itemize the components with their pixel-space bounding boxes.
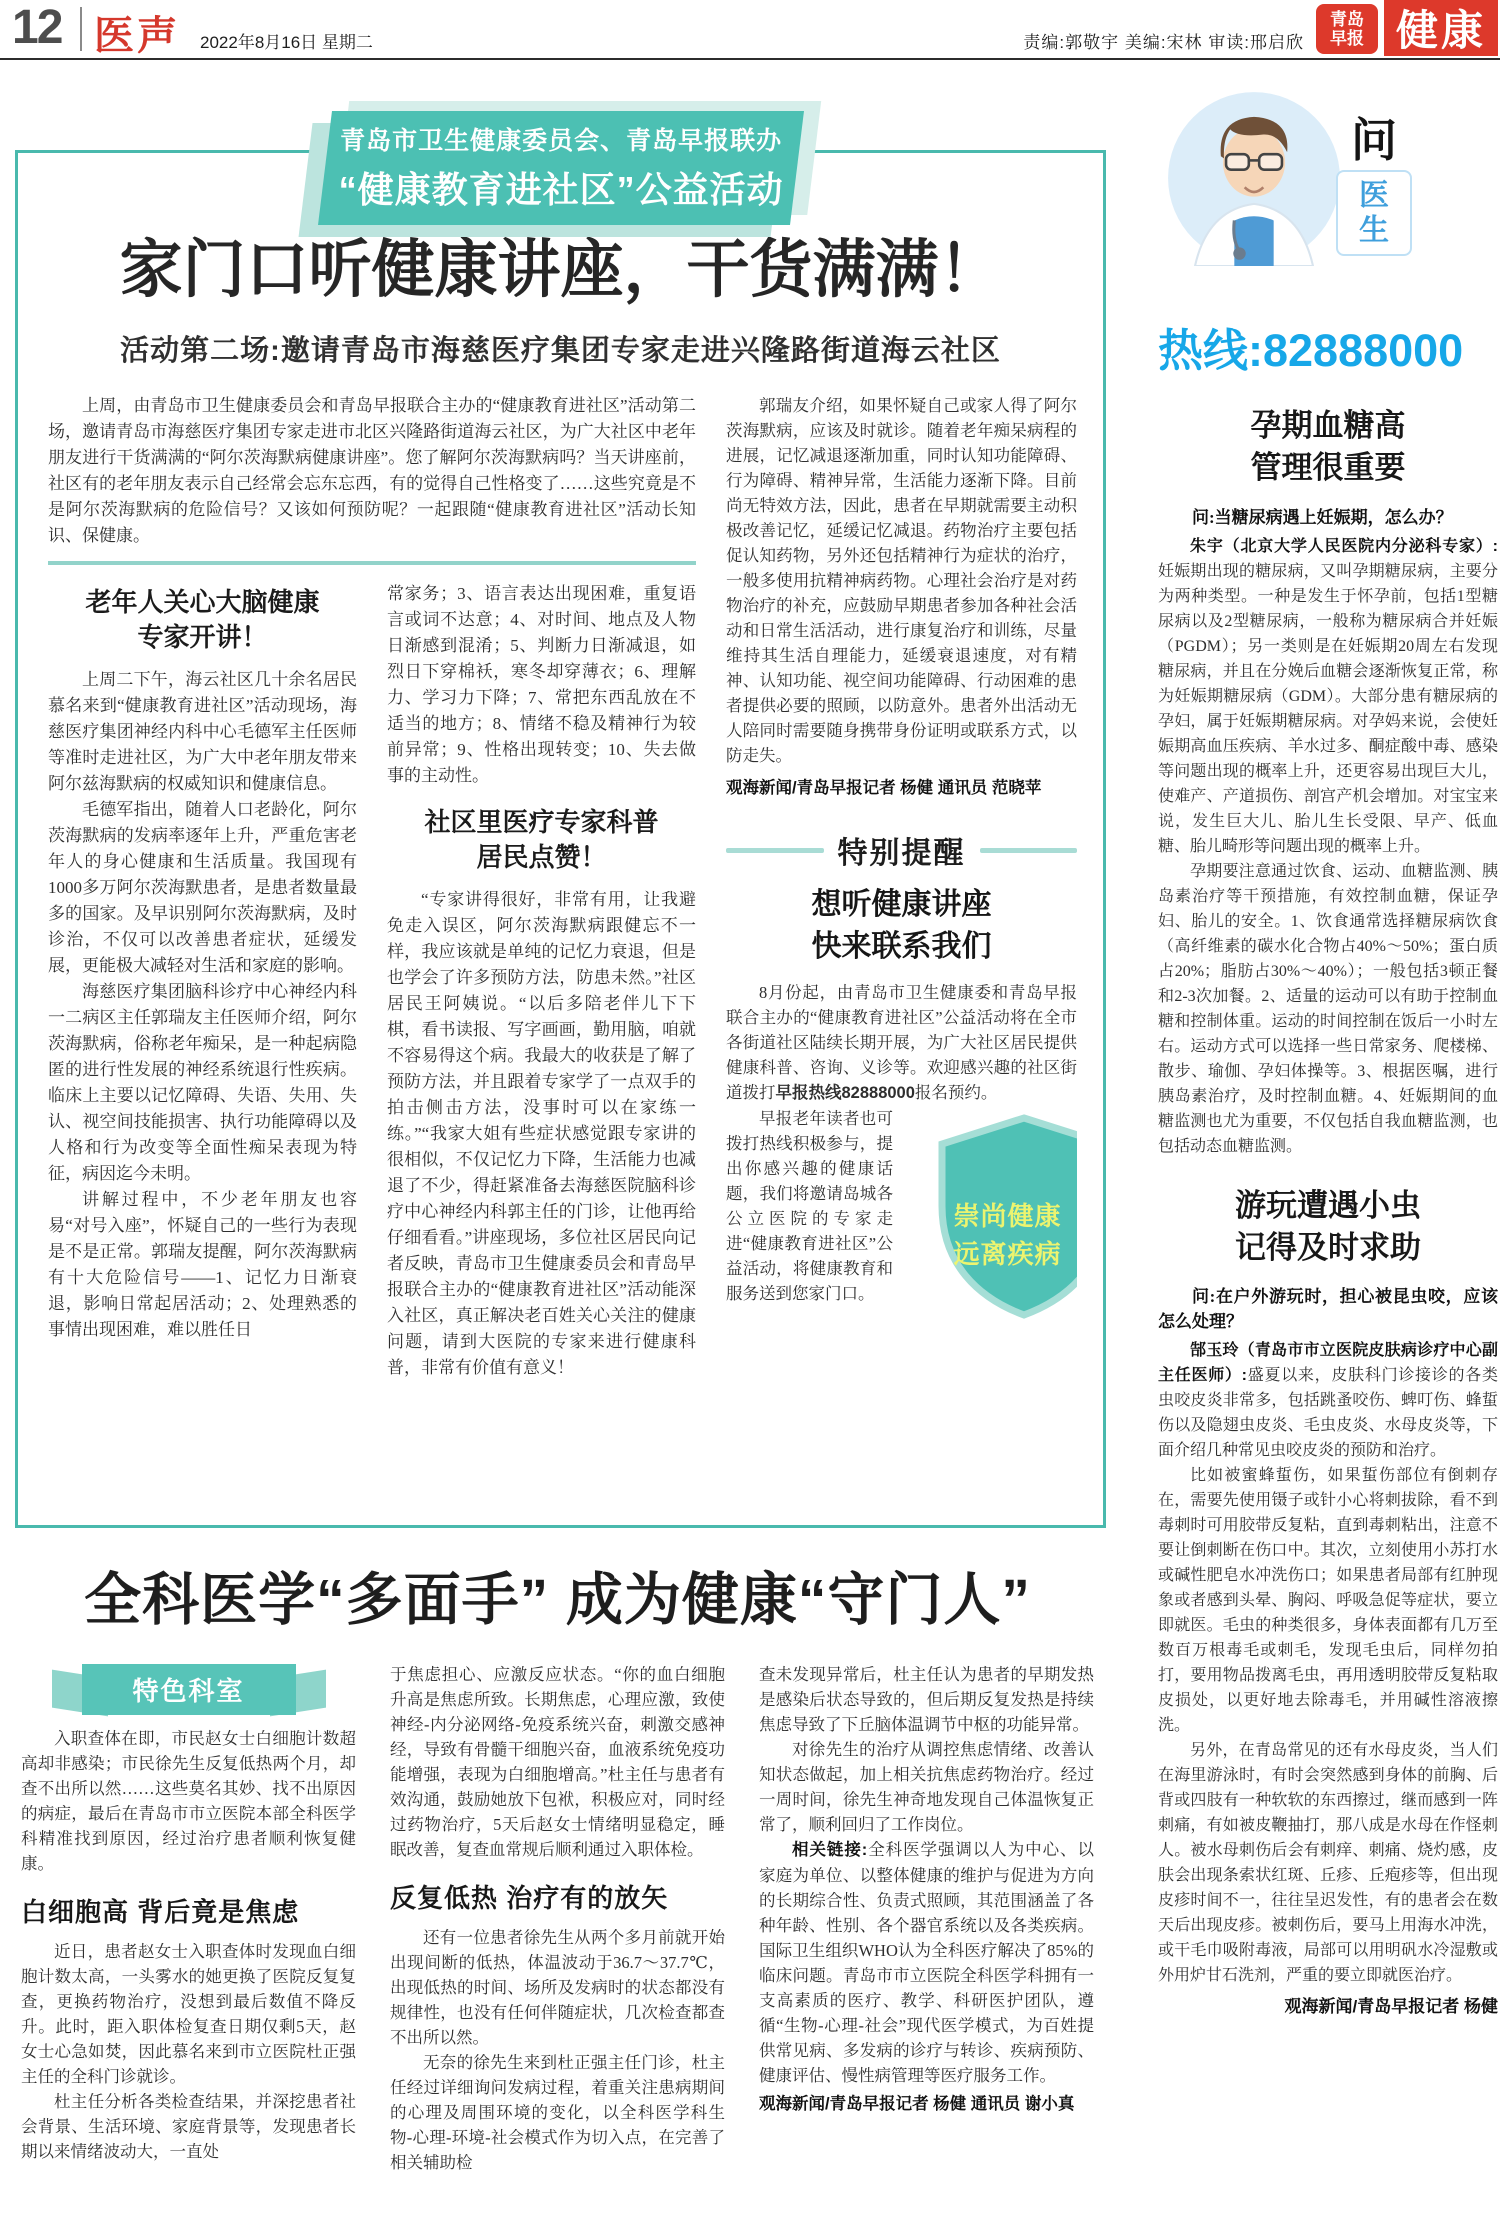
campaign-banner	[318, 111, 804, 225]
body-paragraph: 常家务；3、语言表达出现困难，重复语言或词不达意；4、对时间、地点及人物日渐感到混淆；5、判断力日渐减退，如烈日下穿棉袄，寒冬却穿薄衣；6、理解力、学习力下降；7、常把东西乱放在不适当的地方；8、情绪不稳及精神行为较前异常；9、性格出现转变；10、失去做事的主动性。	[387, 584, 696, 785]
answer-paragraph: 另外，在青岛常见的还有水母皮炎，当人们在海里游泳时，有时会突然感到身体的前胸、后背或四肢有一种软软的东西擦过，继而感到一阵刺痛，有如被皮鞭抽打，那八成是水母在作怪刺人。被水母刺伤后会有刺痒、刺痛、烧灼感，皮肤会出现条索状红斑、丘疹、丘疱疹等，但出现皮疹时间不一，往往呈迟发性，有的患者会在数天后出现皮疹。被刺伤后，要马上用海水冲洗，或干毛巾吸附毒液，局部可以用明矾水冷湿敷或外用炉甘石洗剂，严重的要立即就医治疗。	[1158, 1742, 1498, 1985]
article-byline: 观海新闻/青岛早报记者 杨健 通讯员 谢小真	[759, 2095, 1075, 2113]
main-column-1	[48, 581, 357, 1443]
section-1-title: 老年人关心大脑健康 专家开讲！	[85, 587, 320, 653]
qingdao-morning-post-logo: 青岛 早报	[1316, 4, 1378, 54]
ask-label: 问	[1351, 114, 1397, 166]
dash-right	[980, 848, 1078, 853]
body-paragraph: 郭瑞友介绍，如果怀疑自己或家人得了阿尔茨海默病，应该及时就诊。随着老年痴呆病程的进展，记忆减退逐渐加重，同时认知功能障碍、行为障碍、精神异常，生活能力逐渐下降。目前尚无特效方法，因此，患者在早期就需要主动积极改善记忆，延缓记忆减退。药物治疗主要包括促认知药物，另外还包括精神行为症状的治疗，一般多使用抗精神病药物。心理社会治疗是对药物治疗的补充，应鼓励早期患者参加各种社会活动和日常生活活动，进行康复治疗和训练，尽量维持其生活自理能力，延缓衰退速度，对有精神、认知功能、视空间功能障碍、行动困难的患者提供必要的照顾，以防意外。患者外出活动无人陪同时需要随身携带身份证明或联系方式，以防走失。	[726, 396, 1077, 765]
answer-paragraph: 郜玉玲（青岛市市立医院皮肤病诊疗中心副主任医师）:盛夏以来，皮肤科门诊接诊的各类虫咬皮炎非常多，包括跳蚤咬伤、蜱叮伤、蜂蜇伤以及隐翅虫皮炎、毛虫皮炎、水母皮炎等，下面介绍几种常见虫咬皮炎的预防和治疗。	[1158, 1342, 1498, 1460]
teal-divider	[48, 561, 696, 565]
notice-title: 想听健康讲座 快来联系我们	[811, 888, 992, 963]
header-divider	[80, 7, 82, 51]
sidebar-article-1-title: 孕期血糖高 管理很重要	[1250, 408, 1406, 485]
hotline-number: 热线:82888000	[1158, 325, 1464, 376]
body-paragraph: 无奈的徐先生来到杜正强主任门诊，杜主任经过详细询问发病过程，着重关注患病期间的心理及周围环境的变化，以全科医学科生物-心理-环境-社会模式作为切入点，在完善了相关辅助检	[390, 2053, 725, 2172]
banner-campaign-name: “健康教育进社区”公益活动	[338, 169, 784, 210]
main-left-region	[48, 393, 696, 1511]
main-subhead: 活动第二场:邀请青岛市海慈医疗集团专家走进兴隆路街道海云社区	[120, 335, 1001, 367]
sidebar-article-2-title: 游玩遭遇小虫 记得及时求助	[1235, 1187, 1421, 1265]
special-notice-label: 特别提醒	[837, 837, 966, 870]
health-shield-badge	[905, 1114, 1077, 1319]
main-article-box	[15, 127, 1106, 1528]
expert-name: 朱宇（北京大学人民医院内分泌科专家）:	[1190, 537, 1498, 555]
ask-doctor-sidebar	[1158, 86, 1498, 2234]
answer-paragraph: 比如被蜜蜂蜇伤，如果蜇伤部位有倒刺存在，需要先使用镊子或针小心将刺拔除，看不到毒刺时可用胶带反复粘，直到毒刺粘出，注意不要让倒刺断在伤口中。其次，立刻使用小苏打水或碱性肥皂水冲洗伤口；如果患者局部有红肿现象或者感到头晕、胸闷、呼吸急促等症状，要立即就医。毛虫的种类很多，身体表面都有几万至数百万根毒毛或刺毛，发现毛虫后，同样勿拍打，要用物品拨离毛虫，再用透明胶带反复粘取皮损处，以更好地去除毒毛，并用碱性溶液擦洗。	[1158, 1467, 1498, 1735]
body-paragraph: 还有一位患者徐先生从两个多月前就开始出现间断的低热，体温波动于36.7～37.7℃，出现低热的时间、场所及发病时的状态都没有规律性，也没有任何伴随症状，几次检查都查不出所以然。	[390, 1928, 725, 2047]
related-link-label: 相关链接:	[792, 1841, 868, 1859]
body-paragraph: 于焦虑担心、应激反应状态。“你的血白细胞升高是焦虑所致。长期焦虑，心理应激，致使神经-内分泌网络-免疫系统兴奋，刺激交感神经，导致有骨髓干细胞兴奋，血液系统免疫功能增强，表现为白细胞增高。”杜主任与患者有效沟通，鼓励她放下包袱，积极应对，同时经过药物治疗，5天后赵女士情绪明显稳定，睡眠改善，复查血常规后顺利通过入职体检。	[390, 1665, 725, 1859]
body-paragraph: 海慈医疗集团脑科诊疗中心神经内科一二病区主任郭瑞友主任医师介绍，阿尔茨海默病，俗称老年痴呆，是一种起病隐匿的进行性发展的神经系统退行性疾病。临床上主要以记忆障碍、失语、失用、失认、视空间技能损害、执行功能障碍以及人格和行为改变等全面性痴呆表现为特征，病因迄今未明。	[48, 982, 357, 1184]
body-paragraph: 对徐先生的治疗从调控焦虑情绪、改善认知状态做起，加上相关抗焦虑药物治疗。经过一周时间，徐先生神奇地发现自己体温恢复正常了，顺利回归了工作岗位。	[759, 1740, 1094, 1834]
ask-doctor-badge	[1336, 116, 1412, 256]
dash-left	[726, 848, 824, 853]
doctor-label: 医 生	[1336, 170, 1412, 256]
featured-department-ribbon: 特色科室	[82, 1664, 296, 1710]
expert-name: 郜玉玲（青岛市市立医院皮肤病诊疗中心副主任医师）:	[1158, 1342, 1498, 1385]
notice-paragraph: 崇尚健康 远离疾病 早报老年读者也可拨打热线积极参与，提出你感兴趣的健康话题，我们将邀请岛城各公立医院的专家走进“健康教育进社区”公益活动，将健康教育和服务送到您家门口。	[726, 1106, 1077, 1306]
question-line: 问:在户外游玩时，担心被昆虫咬，应该怎么处理？	[1158, 1287, 1498, 1332]
bottom-column-2	[390, 1662, 725, 2237]
bottom-subhead-2: 反复低热 治疗有的放矢	[390, 1883, 669, 1913]
bottom-column-1	[21, 1662, 356, 2237]
body-paragraph: “专家讲得很好，非常有用，让我避免走入误区，阿尔茨海默病跟健忘不一样，我应该就是单纯的记忆力衰退，但是也学会了许多预防方法，防患未然。”社区居民王阿姨说。“以后多陪老伴儿下下棋，看书读报、写字画画，勤用脑，咱就不容易得这个病。我最大的收获是了解了预防方法，并且跟着专家学了一点双手的拍击侧击方法，没事时可以在家练一练。”“我家大姐有些症状感觉跟专家讲的很相似，不仅记忆力下降，生活能力也减退了不少，得赶紧准备去海慈医院脑科诊疗中心神经内科郭主任的门诊，让他再给仔细看看。”讲座现场，多位社区居民向记者反映，青岛市卫生健康委员会和青岛早报联合主办的“健康教育进社区”活动能深入社区，真正解决老百姓关心关注的健康问题，请到大医院的专家来进行健康科普，非常有价值有意义！	[387, 890, 696, 1378]
special-notice-header	[726, 828, 1077, 872]
issue-date: 2022年8月16日 星期二	[200, 33, 373, 52]
bottom-headline: 全科医学“多面手” 成为健康“守门人”	[84, 1568, 1031, 1632]
main-column-2	[387, 581, 696, 1443]
body-paragraph: 查未发现异常后，杜主任认为患者的早期发热是感染后状态导致的，但后期反复发热是持续焦虑导致了下丘脑体温调节中枢的功能异常。	[759, 1665, 1094, 1734]
bottom-article	[15, 1542, 1100, 2237]
shield-slogan: 崇尚健康 远离疾病	[953, 1202, 1062, 1269]
body-paragraph: 近日，患者赵女士入职查体时发现血白细胞计数太高，一头雾水的她更换了医院反复复查，更换药物治疗，没想到最后数值不降反升。此时，距入职体检复查日期仅剩5天，赵女士心急如焚，因此慕名来到市立医院杜正强主任的全科门诊就诊。	[21, 1942, 356, 2086]
page-number: 12	[12, 1, 62, 54]
doctor-avatar-block	[1158, 86, 1498, 306]
header-rule	[0, 58, 1500, 60]
page-header	[0, 0, 1500, 58]
masthead-health: 健康	[1384, 0, 1498, 56]
notice-paragraph: 8月份起，由青岛市卫生健康委和青岛早报联合主办的“健康教育进社区”公益活动将在全市各街道社区陆续长期开展，为广大社区居民提供健康科普、咨询、义诊等。欢迎感兴趣的社区街道拨打早报热线82888000报名预约。	[726, 983, 1077, 1102]
editors-credit: 责编:郭敬宇 美编:宋林 审读:邢启欣	[1023, 33, 1304, 52]
body-paragraph: 讲解过程中，不少老年朋友也容易“对号入座”，怀疑自己的一些行为表现是不是正常。郭瑞友提醒，阿尔茨海默病有十大危险信号——1、记忆力日渐衰退，影响日常起居活动；2、处理熟悉的事情出现困难，难以胜任日	[48, 1190, 357, 1340]
section-title: 医声	[94, 14, 180, 58]
body-paragraph: 相关链接:全科医学强调以人为中心、以家庭为单位、以整体健康的维护与促进为方向的长期综合性、负责式照顾，其范围涵盖了各种年龄、性别、各个器官系统以及各类疾病。国际卫生组织WHO认为全科医疗解决了85%的临床问题。青岛市市立医院全科医学科拥有一支高素质的医疗、教学、科研医护团队，遵循“生物-心理-社会”现代医学模式，为百姓提供常见病、多发病的诊疗与转诊、疾病预防、健康评估、慢性病管理等医疗服务工作。	[759, 1840, 1094, 2085]
body-paragraph: 上周二下午，海云社区几十余名居民慕名来到“健康教育进社区”活动现场，海慈医疗集团神经内科中心毛德军主任医师等准时走进社区，为广大中老年朋友带来阿尔兹海默病的权威知识和健康信息。	[48, 670, 357, 794]
main-column-3	[726, 393, 1077, 1511]
answer-paragraph: 孕期要注意通过饮食、运动、血糖监测、胰岛素治疗等干预措施，有效控制血糖，保证孕妇、胎儿的安全。1、饮食通常选择糖尿病饮食（高纤维素的碳水化合物占40%～50%；蛋白质占20%；脂肪占30%～40%）；一般包括3顿正餐和2-3次加餐。2、适量的运动可以有助于控制血糖和控制体重。运动的时间控制在饭后一小时左右。运动方式可以选择一些日常家务、爬楼梯、散步、瑜伽、孕妇体操等。3、根据医嘱，进行胰岛素治疗，及时控制血糖。4、妊娠期间的血糖监测也尤为重要，不仅包括自我血糖监测，也包括动态血糖监测。	[1158, 862, 1498, 1155]
bottom-intro: 入职查体在即，市民赵女士白细胞计数超高却非感染；市民徐先生反复低热两个月，却查不出所以然……这些莫名其妙、找不出原因的病症，最后在青岛市市立医院本部全科医学科精准找到原因，经过治疗患者顺利恢复健康。	[21, 1729, 356, 1873]
doctor-avatar-icon	[1166, 90, 1342, 266]
section-2-title: 社区里医疗专家科普 居民点赞！	[424, 807, 659, 873]
main-article-body	[48, 393, 1077, 1511]
bottom-column-3	[759, 1662, 1094, 2237]
hotline-inline: 早报热线82888000	[775, 1084, 915, 1102]
bottom-subhead-1: 白细胞高 背后竟是焦虑	[21, 1897, 300, 1927]
article-byline: 观海新闻/青岛早报记者 杨健	[1284, 1997, 1498, 2017]
intro-paragraph: 上周，由青岛市卫生健康委员会和青岛早报联合主办的“健康教育进社区”活动第二场，邀请青岛市海慈医疗集团专家走进市北区兴隆路街道海云社区，为广大社区中老年朋友进行干货满满的“阿尔茨海默病健康讲座”。您了解阿尔茨海默病吗？当天讲座前，社区有的老年朋友表示自己经常会忘东忘西，有的觉得自己性格变了……这些究竟是不是阿尔茨海默病的危险信号？又该如何预防呢？一起跟随“健康教育进社区”活动长知识、保健康。	[48, 396, 696, 545]
article-byline: 观海新闻/青岛早报记者 杨健 通讯员 范晓苹	[726, 779, 1042, 797]
main-headline: 家门口听健康讲座，干货满满！	[119, 235, 1002, 305]
body-paragraph: 杜主任分析各类检查结果，并深挖患者社会背景、生活环境、家庭背景等，发现患者长期以来情绪波动大，一直处	[21, 2092, 356, 2161]
answer-paragraph: 朱宇（北京大学人民医院内分泌科专家）:妊娠期出现的糖尿病，又叫孕期糖尿病，主要分为两种类型。一种是发生于怀孕前，包括1型糖尿病以及2型糖尿病，一般称为糖尿病合并妊娠（PGDM）；另一类则是在妊娠期20周左右发现糖尿病，并且在分娩后血糖会逐渐恢复正常，称为妊娠期糖尿病（GDM）。大部分患有糖尿病的孕妇，属于妊娠期糖尿病。对孕妈来说，会使妊娠期高血压疾病、羊水过多、酮症酸中毒、感染等问题出现的概率上升，还更容易出现巨大儿，使难产、产道损伤、剖宫产机会增加。对宝宝来说，发生巨大儿、胎儿生长受限、早产、低血糖、胎儿畸形等问题出现的概率上升。	[1158, 537, 1498, 855]
body-paragraph: 毛德军指出，随着人口老龄化，阿尔茨海默病的发病率逐年上升，严重危害老年人的身心健康和生活质量。我国现有1000多万阿尔茨海默患者，是患者数量最多的国家。及早识别阿尔茨海默病，及时诊治，不仅可以改善患者症状，延缓发展，更能极大减轻对生活和家庭的影响。	[48, 800, 357, 976]
question-line: 问:当糖尿病遇上妊娠期，怎么办？	[1192, 507, 1453, 527]
banner-organizers: 青岛市卫生健康委员会、青岛早报联办	[339, 127, 782, 155]
